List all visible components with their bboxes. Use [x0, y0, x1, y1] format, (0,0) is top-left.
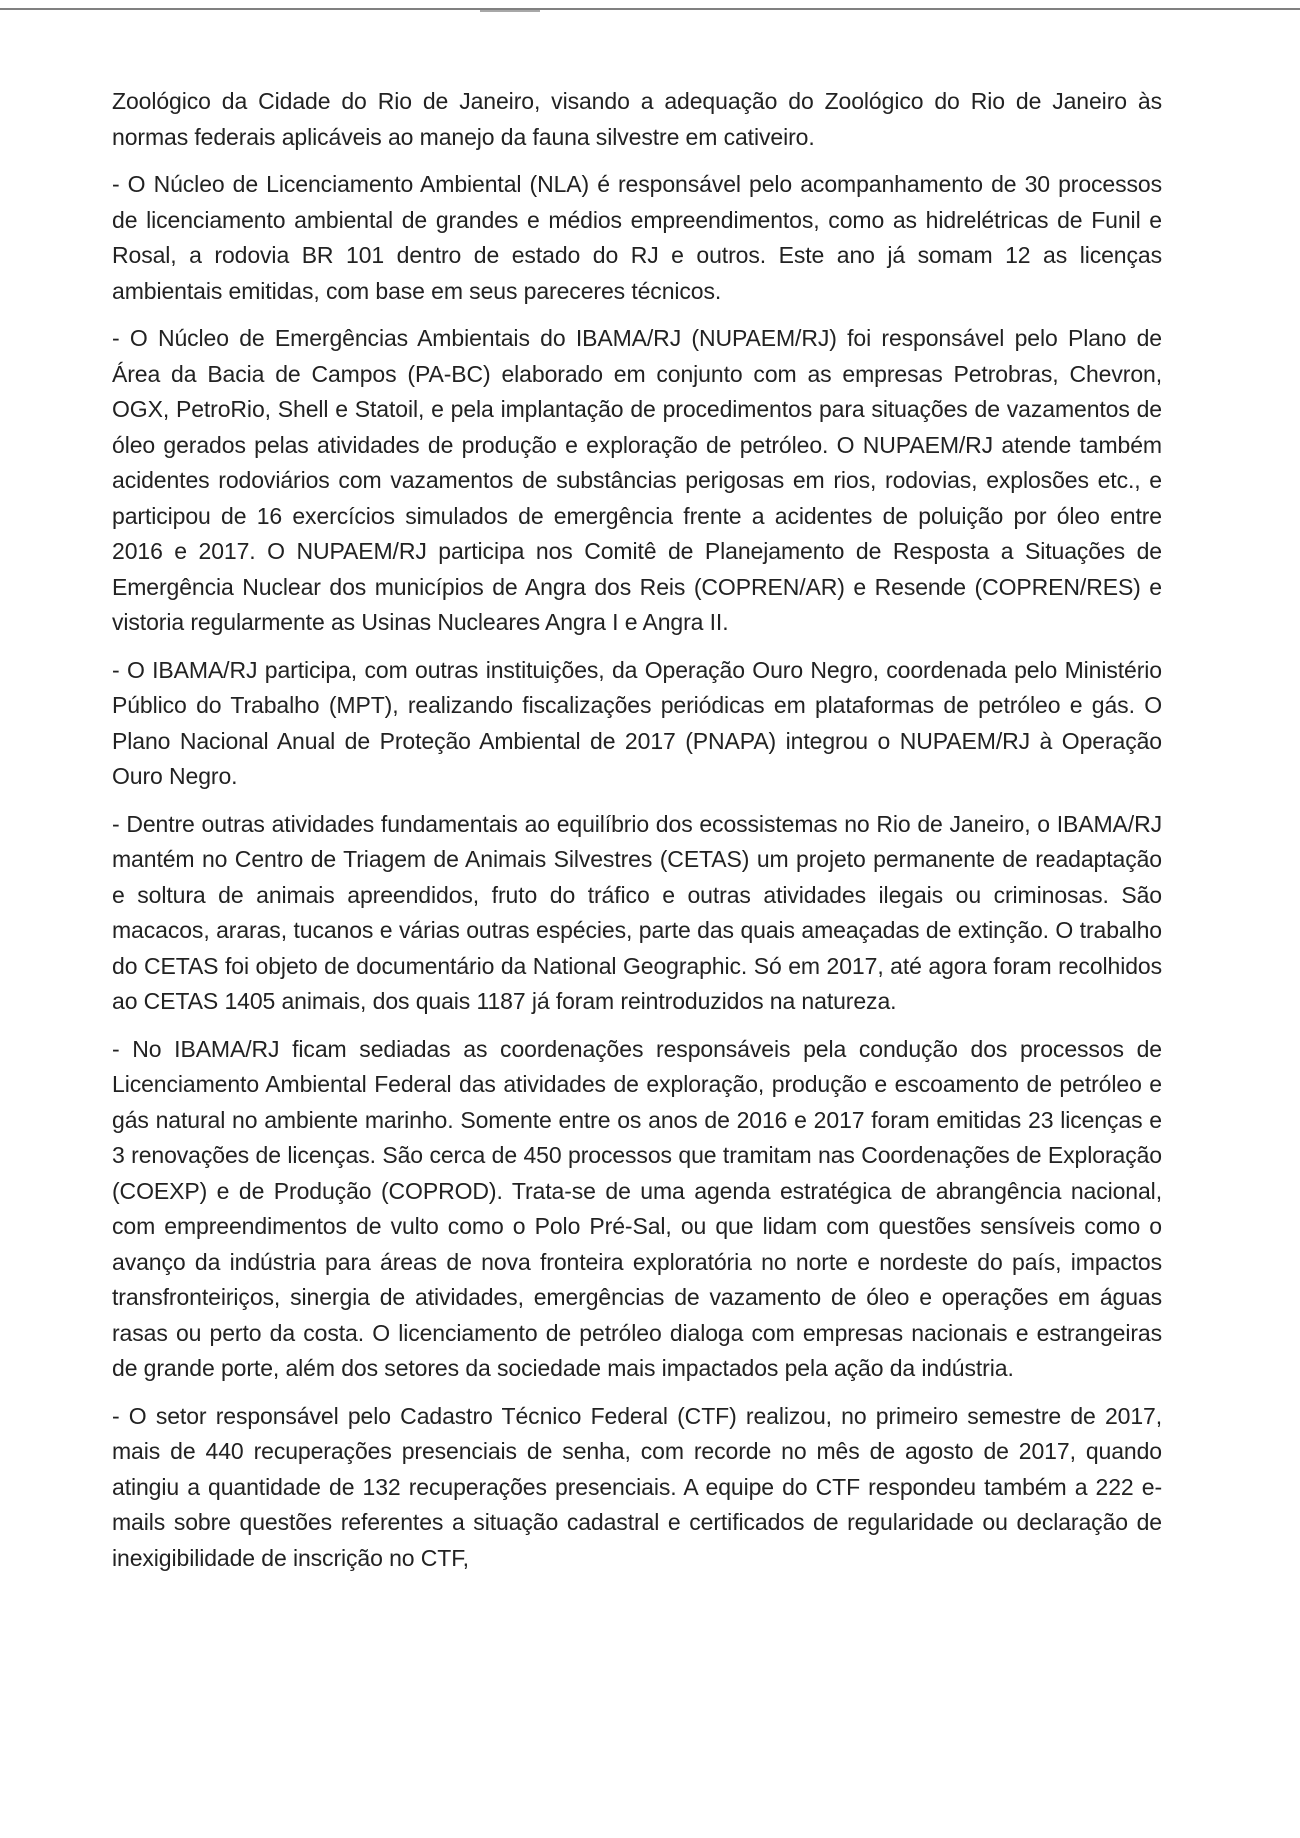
scan-top-edge-artifact	[480, 10, 540, 12]
paragraph-nupaem: - O Núcleo de Emergências Ambientais do IBAMA/RJ (NUPAEM/RJ) foi responsável pelo Plano de Área da Bacia de Campos (PA-BC) elaborado em conjunto com as empresas Petrobras, Chevron, OGX, PetroRio, Shell e Statoil, e pela implantação de procedimentos para situações de vazamentos de óleo gerados pelas atividades de produção e exploração de petróleo. O NUPAEM/RJ atende também acidentes rodoviários com vazamentos de substâncias perigosas em rios, rodovias, explosões etc., e participou de 16 exercícios simulados de emergência frente a acidentes de poluição por óleo entre 2016 e 2017. O NUPAEM/RJ participa nos Comitê de Planejamento de Resposta a Situações de Emergência Nuclear dos municípios de Angra dos Reis (COPREN/AR) e Resende (COPREN/RES) e vistoria regularmente as Usinas Nucleares Angra I e Angra II.	[112, 325, 1162, 635]
paragraph-licenciamento-petroleo: - No IBAMA/RJ ficam sediadas as coordenações responsáveis pela condução dos processos de Licenciamento Ambiental Federal das atividades de exploração, produção e escoamento de petróleo e gás natural no ambiente marinho. Somente entre os anos de 2016 e 2017 foram emitidas 23 licenças e 3 renovações de licenças. São cerca de 450 processos que tramitam nas Coordenações de Exploração (COEXP) e de Produção (COPROD). Trata-se de uma agenda estratégica de abrangência nacional, com empreendimentos de vulto como o Polo Pré-Sal, ou que lidam com questões sensíveis como o avanço da indústria para áreas de nova fronteira exploratória no norte e nordeste do país, impactos transfronteiriços, sinergia de atividades, emergências de vazamento de óleo e operações em águas rasas ou perto da costa. O licenciamento de petróleo dialoga com empresas nacionais e estrangeiras de grande porte, além dos setores da sociedade mais impactados pela ação da indústria.	[112, 1035, 1162, 1381]
paragraph-cetas: - Dentre outras atividades fundamentais ao equilíbrio dos ecossistemas no Rio de Janeiro, o IBAMA/RJ mantém no Centro de Triagem de Animais Silvestres (CETAS) um projeto permanente de readaptação e soltura de animais apreendidos, fruto do tráfico e outras atividades ilegais ou criminosas. São macacos, araras, tucanos e várias outras espécies, parte das quais ameaçadas de extinção. O trabalho do CETAS foi objeto de documentário da National Geographic. Só em 2017, até agora foram recolhidos ao CETAS 1405 animais, dos quais 1187 já foram reintroduzidos na natureza.	[112, 810, 1162, 1014]
paragraph-ouro-negro: - O IBAMA/RJ participa, com outras instituições, da Operação Ouro Negro, coordenada pelo Ministério Público do Trabalho (MPT), realizando fiscalizações periódicas em plataformas de petróleo e gás. O Plano Nacional Anual de Proteção Ambiental de 2017 (PNAPA) integrou o NUPAEM/RJ à Operação Ouro Negro.	[112, 656, 1162, 789]
paragraph-nla: - O Núcleo de Licenciamento Ambiental (NLA) é responsável pelo acompanhamento de 30 processos de licenciamento ambiental de grandes e médios empreendimentos, como as hidrelétricas de Funil e Rosal, a rodovia BR 101 dentro de estado do RJ e outros. Este ano já somam 12 as licenças ambientais emitidas, com base em seus pareceres técnicos.	[112, 171, 1162, 304]
scan-top-edge-line	[0, 8, 1300, 10]
document-page	[112, 84, 1162, 1588]
paragraph-zoo: Zoológico da Cidade do Rio de Janeiro, visando a adequação do Zoológico do Rio de Janeiro às normas federais aplicáveis ao manejo da fauna silvestre em cativeiro.	[112, 88, 1162, 150]
paragraph-ctf: - O setor responsável pelo Cadastro Técnico Federal (CTF) realizou, no primeiro semestre de 2017, mais de 440 recuperações presenciais de senha, com recorde no mês de agosto de 2017, quando atingiu a quantidade de 132 recuperações presenciais. A equipe do CTF respondeu também a 222 e-mails sobre questões referentes a situação cadastral e certificados de regularidade ou declaração de inexigibilidade de inscrição no CTF,	[112, 1402, 1162, 1571]
